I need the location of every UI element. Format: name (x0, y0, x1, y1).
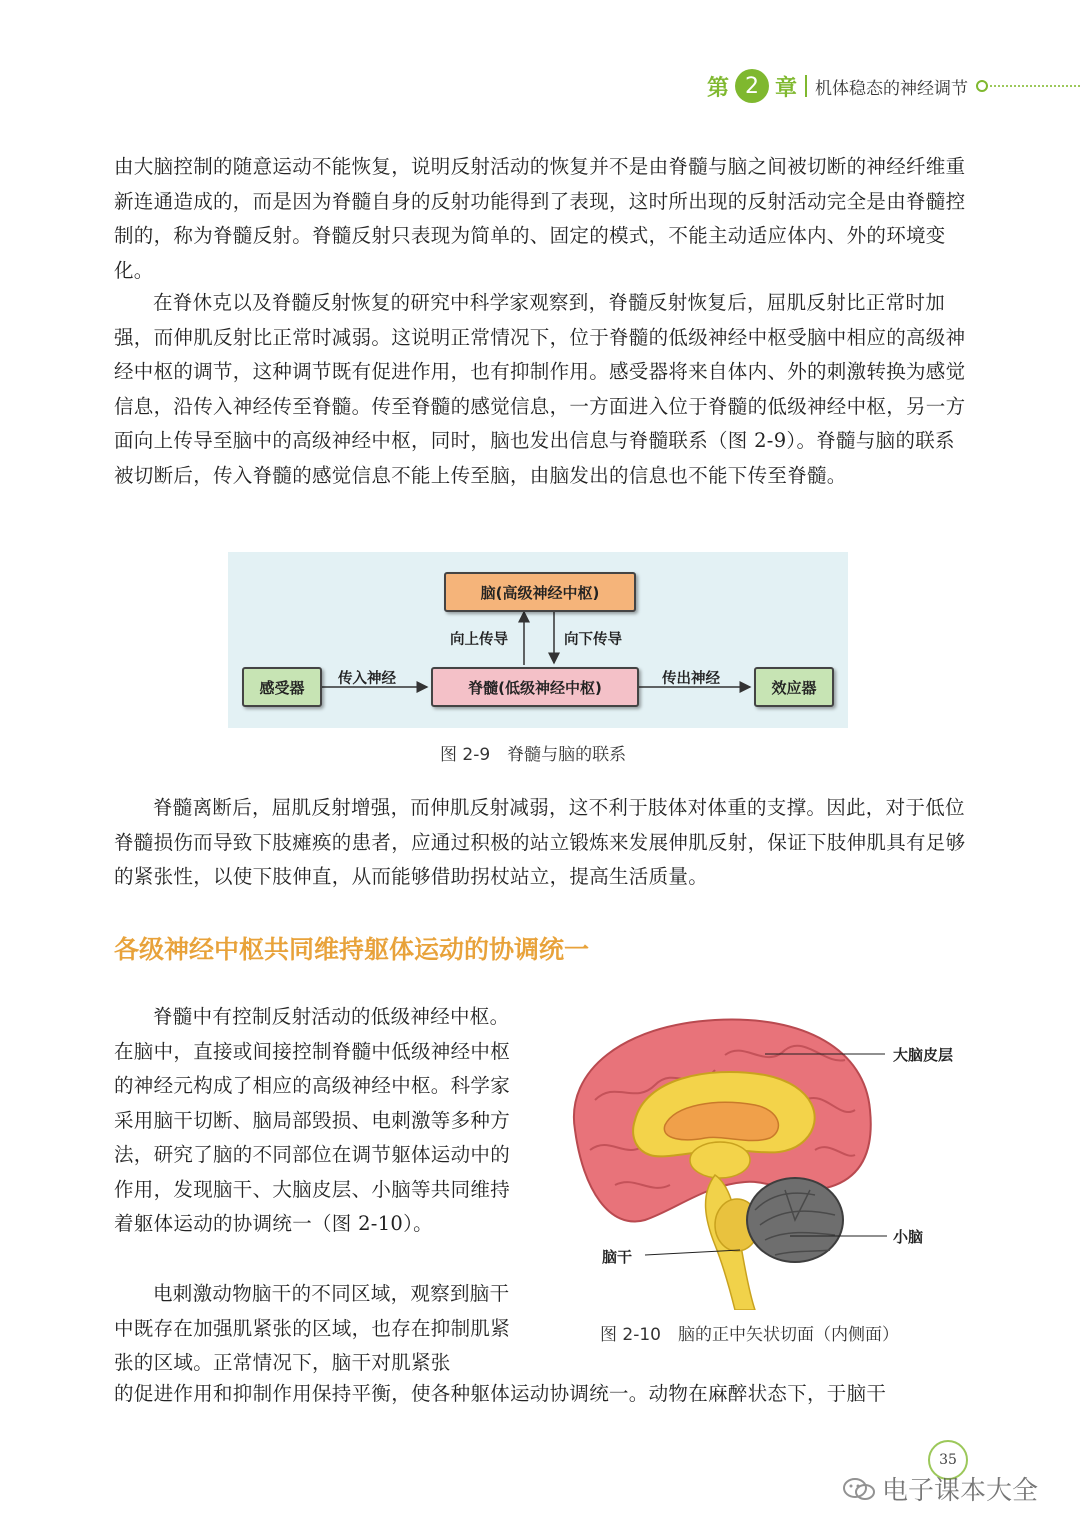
watermark (842, 1470, 1038, 1507)
paragraph-6: 的促进作用和抑制作用保持平衡，使各种躯体运动协调统一。动物在麻醉状态下，于脑干 (114, 1382, 887, 1405)
effector-box: 效应器 (754, 667, 834, 707)
figure-2-10-caption: 图 2-10 脑的正中矢状切面（内侧面） (600, 1325, 899, 1345)
label-down: 向下传导 (564, 632, 622, 648)
paragraph-5: 电刺激动物脑干的不同区域，观察到脑干中既存在加强肌紧张的区域，也存在抑制肌紧张的区域。正常情况下，脑干对肌紧张 (114, 1282, 511, 1374)
figure-2-9-caption: 图 2-9 脊髓与脑的联系 (440, 745, 627, 765)
label-brainstem: 脑干 (602, 1248, 633, 1266)
label-afferent: 传入神经 (338, 671, 396, 687)
chapter-header (707, 68, 988, 104)
header-dotted-rule (990, 85, 1080, 87)
brain-box: 脑(高级神经中枢) (444, 572, 636, 612)
chapter-number-badge: 2 (735, 69, 769, 103)
section-title: 各级神经中枢共同维持躯体运动的协调统一 (114, 935, 590, 964)
label-efferent: 传出神经 (662, 671, 720, 687)
watermark-text: 电子课本大全 (882, 1476, 1039, 1506)
header-divider (805, 75, 807, 97)
label-cerebral-cortex: 大脑皮层 (893, 1046, 954, 1064)
label-up: 向上传导 (450, 632, 508, 648)
paragraph-4: 脊髓中有控制反射活动的低级神经中枢。在脑中，直接或间接控制脊髓中低级神经中枢的神经元构成了相应的高级神经中枢。科学家采用脑干切断、脑局部毁损、电刺激等多种方法，研究了脑的不同部位在调节躯体运动中的作用，发现脑干、大脑皮层、小脑等共同维持着躯体运动的协调统一（图 2-10）。 (114, 1005, 511, 1235)
spinal-cord-box: 脊髓(低级神经中枢) (431, 667, 639, 707)
figure-2-10-brain-illustration (555, 1010, 975, 1310)
paragraph-3: 脊髓离断后，屈肌反射增强，而伸肌反射减弱，这不利于肢体对体重的支撑。因此，对于低位脊髓损伤而导致下肢瘫痪的患者，应通过积极的站立锻炼来发展伸肌反射，保证下肢伸肌具有足够的紧张性，以使下肢伸直，从而能够借助拐杖站立，提高生活质量。 (114, 796, 966, 888)
wechat-icon (842, 1477, 876, 1501)
chapter-title: 机体稳态的神经调节 (815, 78, 968, 99)
receptor-box: 感受器 (242, 667, 322, 707)
chapter-suffix: 章 (774, 75, 797, 101)
label-cerebellum: 小脑 (893, 1228, 924, 1246)
figure-2-9-diagram (228, 552, 848, 728)
chapter-prefix: 第 (706, 75, 729, 101)
paragraph-2: 在脊休克以及脊髓反射恢复的研究中科学家观察到，脊髓反射恢复后，屈肌反射比正常时加强，而伸肌反射比正常时减弱。这说明正常情况下，位于脊髓的低级神经中枢受脑中相应的高级神经中枢的调节，这种调节既有促进作用，也有抑制作用。感受器将来自体内、外的刺激转换为感觉信息，沿传入神经传至脊髓。传至脊髓的感觉信息，一方面进入位于脊髓的低级神经中枢，另一方面向上传导至脑中的高级神经中枢，同时，脑也发出信息与脊髓联系（图 2-9）。脊髓与脑的联系被切断后，传入脊髓的感觉信息不能上传至脑，由脑发出的信息也不能下传至脊髓。 (114, 291, 966, 487)
paragraph-1: 由大脑控制的随意运动不能恢复，说明反射活动的恢复并不是由脊髓与脑之间被切断的神经纤维重新连通造成的，而是因为脊髓自身的反射功能得到了表现，这时所出现的反射活动完全是由脊髓控制的，称为脊髓反射。脊髓反射只表现为简单的、固定的模式，不能主动适应体内、外的环境变化。 (114, 155, 966, 282)
page-number: 35 (928, 1440, 968, 1480)
header-dot-icon (976, 80, 988, 92)
